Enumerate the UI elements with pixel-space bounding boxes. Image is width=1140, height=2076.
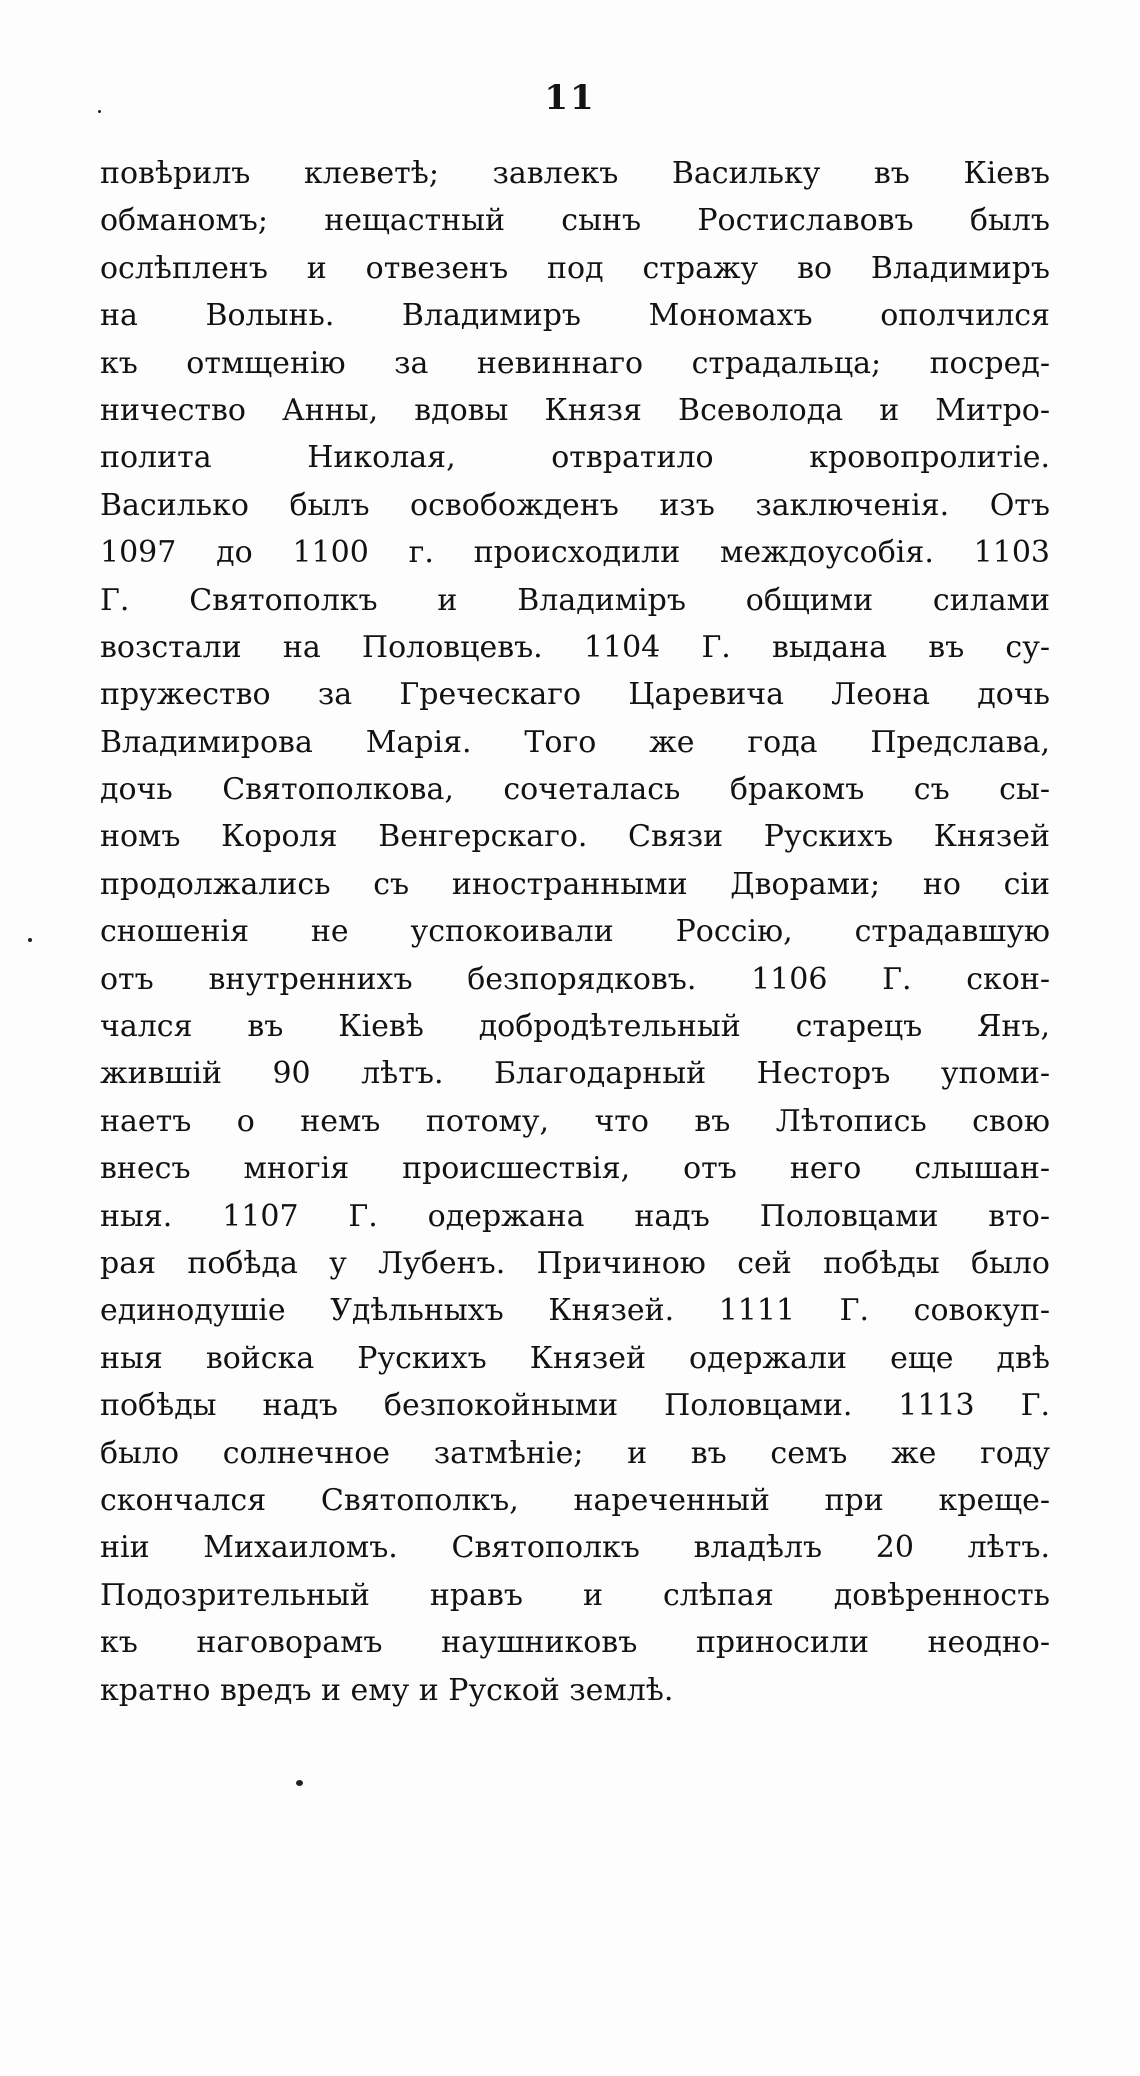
text-line: полита Николая, отвратило кровопролитіе. [100,440,1050,476]
text-line: было солнечное затмѣніе; и въ семъ же году [100,1435,1050,1471]
text-line: ныя. 1107 Г. одержана надъ Половцами вто- [100,1198,1050,1234]
text-line: на Волынь. Владимиръ Мономахъ ополчился [100,298,1050,334]
text-line: къ наговорамъ наушниковъ приносили неодно- [100,1625,1050,1661]
text-line: Владимирова Марія. Того же года Предслава, [100,724,1050,760]
text-line: ныя войска Рускихъ Князей одержали еще двѣ [100,1340,1050,1376]
text-line: отъ внутреннихъ безпорядковъ. 1106 Г. скон- [100,961,1050,997]
text-line: пружество за Греческаго Царевича Леона дочь [100,677,1050,713]
text-line: возстали на Половцевъ. 1104 Г. выдана въ су- [100,629,1050,665]
text-line: продолжались съ иностранными Дворами; но сіи [100,866,1050,902]
text-line: дочь Святополкова, сочеталась бракомъ съ сы- [100,772,1050,808]
text-line: внесъ многія происшествія, отъ него слышан- [100,1151,1050,1187]
ink-speck [98,110,101,113]
text-line: ничество Анны, вдовы Князя Всеволода и Митро- [100,392,1050,428]
text-line: побѣды надъ безпокойными Половцами. 1113 Г. [100,1388,1050,1424]
text-line: Василько былъ освобожденъ изъ заключенія. Отъ [100,487,1050,523]
text-line: ослѣпленъ и отвезенъ под стражу во Владимиръ [100,250,1050,286]
text-line: 1097 до 1100 г. происходили междоусобія. 1103 [100,535,1050,571]
text-line: номъ Короля Венгерскаго. Связи Рускихъ Князей [100,819,1050,855]
text-line: кратно вредъ и ему и Руской землѣ. [100,1672,674,1708]
text-line: чался въ Кіевѣ добродѣтельный старецъ Янъ, [100,1009,1050,1045]
text-line: Г. Святополкъ и Владиміръ общими силами [100,582,1050,618]
text-line: наетъ о немъ потому, что въ Лѣтопись свою [100,1103,1050,1139]
text-line: сношенія не успокоивали Россію, страдавшую [100,914,1050,950]
text-line: къ отмщенію за невиннаго страдальца; посред- [100,345,1050,381]
ink-speck [28,938,32,942]
text-line: Подозрительный нравъ и слѣпая довѣренность [100,1577,1050,1613]
text-line: жившій 90 лѣтъ. Благодарный Несторъ упоми- [100,1056,1050,1092]
body-text [100,150,1050,1714]
text-line: рая побѣда у Лубенъ. Причиною сей побѣды было [100,1245,1050,1281]
text-line: единодушіе Удѣльныхъ Князей. 1111 Г. совокуп- [100,1293,1050,1329]
ink-speck [296,1780,303,1786]
page-number: 11 [544,78,596,118]
text-line: повѣрилъ клеветѣ; завлекъ Васильку въ Кіевъ [100,156,1050,191]
text-line: скончался Святополкъ, нареченный при креще- [100,1482,1050,1518]
text-line: обманомъ; нещастный сынъ Ростиславовъ былъ [100,203,1050,239]
text-line: ніи Михаиломъ. Святополкъ владѣлъ 20 лѣтъ. [100,1530,1050,1566]
